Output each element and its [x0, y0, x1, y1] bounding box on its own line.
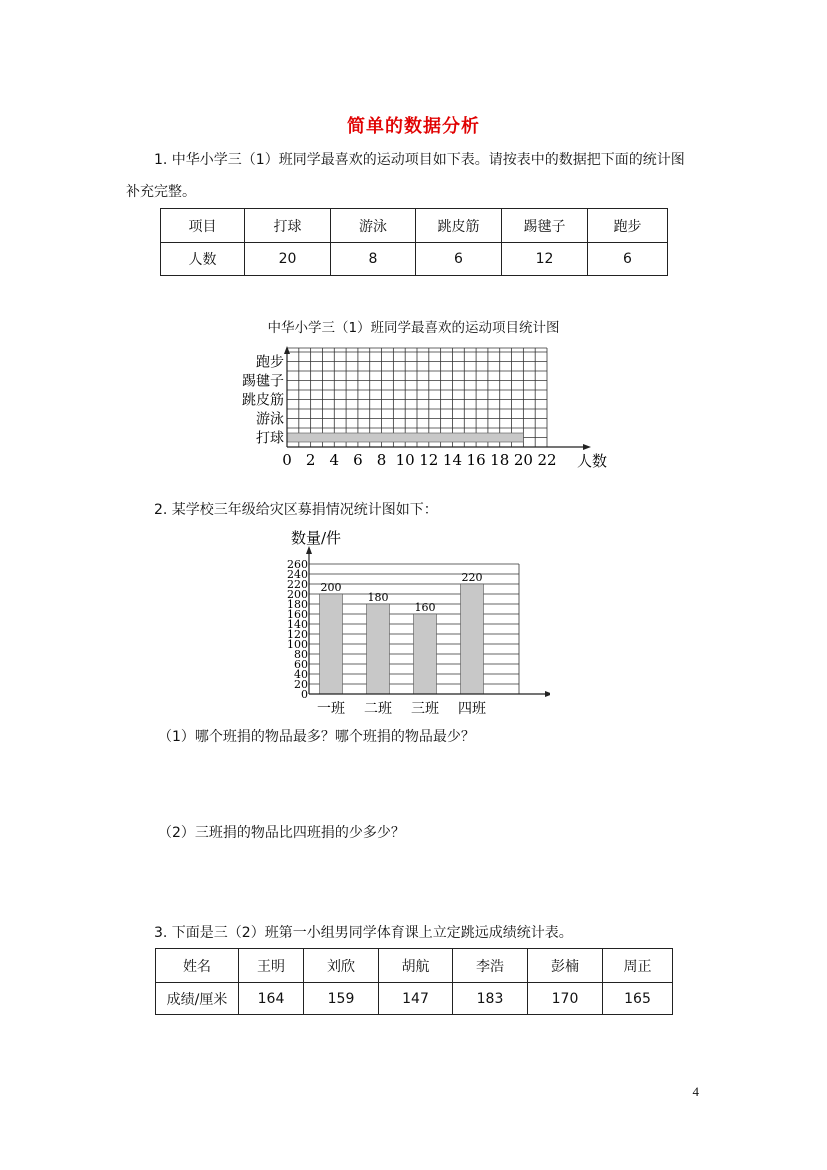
tick-label: 0: [301, 688, 308, 701]
data-label: 200: [320, 581, 342, 594]
question-2-sub-1: （1）哪个班捐的物品最多？哪个班捐的物品最少？: [158, 729, 475, 745]
tick-label: 20: [513, 451, 533, 469]
table-cell: 183: [453, 983, 528, 1015]
tick-label: 8: [376, 451, 387, 469]
table-cell: 跑步: [588, 209, 668, 243]
question-1-text: 1. 中华小学三（1）班同学最喜欢的运动项目如下表。请按表中的数据把下面的统计图: [154, 152, 685, 168]
tick-label: 18: [490, 451, 510, 469]
question-3-text: 3. 下面是三（2）班第一小组男同学体育课上立定跳远成绩统计表。: [154, 925, 573, 941]
tick-label: 160: [287, 608, 308, 621]
table-cell: 王明: [239, 949, 304, 983]
table-cell: 打球: [245, 209, 331, 243]
tick-label: 260: [287, 558, 308, 571]
table-cell: 6: [588, 243, 668, 276]
table-row: [156, 983, 673, 1015]
bar: [461, 584, 484, 694]
tick-label: 0: [282, 451, 292, 469]
bar: [287, 433, 523, 442]
x-axis-label: 人数: [577, 452, 608, 470]
tick-label: 120: [287, 628, 308, 641]
tick-label: 180: [287, 598, 308, 611]
table-cell: 踢毽子: [502, 209, 588, 243]
jump-results-table: [155, 948, 673, 1015]
tick-label: 16: [466, 451, 486, 469]
category-label: 一班: [317, 701, 345, 717]
category-label: 跳皮筋: [242, 392, 284, 409]
table-cell: 跳皮筋: [416, 209, 502, 243]
sports-bar-chart: [220, 344, 610, 494]
category-label: 二班: [364, 701, 392, 717]
table-cell: 胡航: [379, 949, 453, 983]
tick-label: 60: [294, 658, 308, 671]
data-label: 160: [414, 601, 436, 614]
tick-label: 140: [287, 618, 308, 631]
table-cell: 159: [304, 983, 379, 1015]
tick-label: 80: [294, 648, 308, 661]
x-axis-arrow: [545, 691, 550, 697]
tick-label: 200: [287, 588, 308, 601]
question-2-text: 2. 某学校三年级给灾区募捐情况统计图如下：: [154, 502, 438, 518]
tick-label: 100: [287, 638, 308, 651]
table-cell: 8: [331, 243, 416, 276]
table-cell: 165: [603, 983, 673, 1015]
tick-label: 4: [329, 451, 340, 469]
table-cell: 20: [245, 243, 331, 276]
tick-label: 10: [395, 451, 415, 469]
bar: [414, 614, 437, 694]
bar: [320, 594, 343, 694]
table-cell: 李浩: [453, 949, 528, 983]
x-axis-arrow: [583, 444, 591, 450]
tick-label: 2: [305, 451, 316, 469]
table-header-row: [156, 949, 673, 983]
table-cell: 成绩/厘米: [156, 983, 239, 1015]
table-cell: 170: [528, 983, 603, 1015]
data-label: 220: [461, 571, 483, 584]
table-cell: 6: [416, 243, 502, 276]
question-2-sub-2: （2）三班捐的物品比四班捐的少多少？: [158, 825, 405, 841]
table-cell: 12: [502, 243, 588, 276]
category-label: 打球: [256, 430, 284, 447]
table-cell: 164: [239, 983, 304, 1015]
table-cell: 人数: [161, 243, 245, 276]
category-label: 跑步: [256, 354, 284, 371]
page-number: 4: [692, 1084, 699, 1099]
sports-table: [160, 208, 668, 276]
category-label: 三班: [411, 701, 439, 717]
y-axis-label: 数量/件: [291, 529, 342, 547]
bar: [367, 604, 390, 694]
question-1-text-cont: 补充完整。: [126, 184, 196, 200]
tick-label: 12: [419, 451, 439, 469]
tick-label: 6: [353, 451, 363, 469]
category-label: 踢毽子: [242, 373, 284, 390]
donation-bar-chart: [280, 524, 550, 720]
table-row: [161, 243, 668, 276]
table-cell: 147: [379, 983, 453, 1015]
data-label: 180: [367, 591, 389, 604]
table-cell: 彭楠: [528, 949, 603, 983]
page-title: 简单的数据分析: [347, 116, 480, 137]
table-header-row: [161, 209, 668, 243]
table-cell: 周正: [603, 949, 673, 983]
table-cell: 游泳: [331, 209, 416, 243]
tick-label: 220: [287, 578, 308, 591]
category-label: 游泳: [256, 411, 284, 428]
tick-label: 20: [294, 678, 308, 691]
table-cell: 姓名: [156, 949, 239, 983]
category-label: 四班: [458, 701, 486, 717]
table-cell: 项目: [161, 209, 245, 243]
chart-1-title: 中华小学三（1）班同学最喜欢的运动项目统计图: [267, 320, 560, 336]
tick-label: 22: [537, 451, 557, 469]
tick-label: 40: [294, 668, 308, 681]
y-axis-arrow: [284, 346, 290, 354]
tick-label: 240: [287, 568, 308, 581]
y-axis-arrow: [306, 546, 312, 554]
tick-label: 14: [442, 451, 463, 469]
table-cell: 刘欣: [304, 949, 379, 983]
